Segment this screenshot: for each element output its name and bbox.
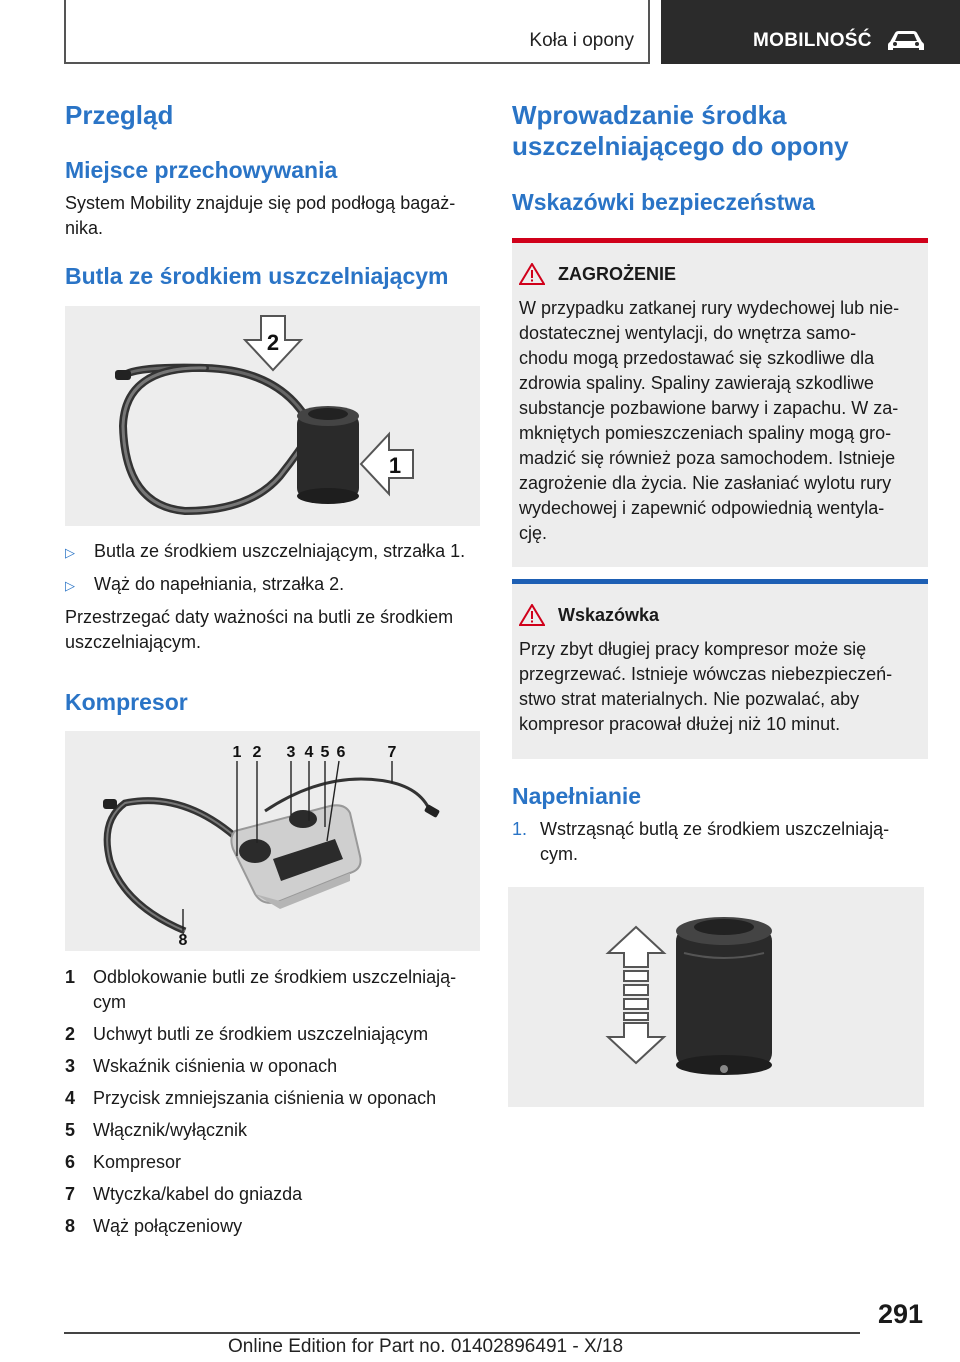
compressor-figure bbox=[65, 731, 480, 951]
storage-heading: Miejsce przechowywania bbox=[65, 157, 338, 183]
list-item: 7 Wtyczka/kabel do gniazda bbox=[65, 1184, 303, 1204]
bottle-figure bbox=[65, 306, 480, 526]
notice-box bbox=[512, 579, 928, 759]
fig-label: 2 bbox=[252, 744, 262, 761]
header-section-box bbox=[64, 0, 650, 64]
safety-heading: Wskazówki bezpieczeństwa bbox=[512, 189, 815, 215]
fig-label: 8 bbox=[178, 932, 188, 949]
fig-label: 1 bbox=[388, 453, 402, 478]
list-item: 5 Włącznik/wyłącznik bbox=[65, 1120, 248, 1140]
sealant-title: Wprowadzanie środka uszczelniającego do opony bbox=[512, 100, 849, 161]
warning-triangle-icon bbox=[519, 263, 545, 285]
storage-text: System Mobility znajduje się pod podłogą bagaż‐ nika. bbox=[65, 193, 456, 238]
notice-text: Przy zbyt długiej pracy kompresor może się przegrzewać. Istnieje wówczas niebezpieczeń‐ stwo strat materialnych. Nie pozwalać, aby kompresor pracował dłużej niż 10 minut. bbox=[519, 639, 893, 734]
list-item: 8 Wąż połączeniowy bbox=[65, 1216, 243, 1236]
bottle-note: Przestrzegać daty ważności na butli ze środkiem uszczelniającym. bbox=[65, 607, 454, 652]
list-item: 6 Kompresor bbox=[65, 1152, 182, 1172]
compressor-illustration bbox=[65, 731, 480, 951]
list-item: 4 Przycisk zmniejszania ciśnienia w oponach bbox=[65, 1088, 437, 1108]
danger-text: W przypadku zatkanej rury wydechowej lub nie‐ dostatecznej wentylacji, do wnętrza samo‐ chodu mogą przedostawać się szkodliwe dla zdrowia spaliny. Spaliny zawierają szkodliwe substancje pozbawione barwy i zapachu. W za‐ mkniętych pomieszczeniach spaliny mogą gro‐ madzić się również poza samochodem. Istnieje zagrożenie dla życia. Nie zasłaniać wylotu rury wydechowej i zapewnić odpowiednią wentyla‐ cję. bbox=[519, 298, 900, 543]
header-chapter-box bbox=[661, 0, 960, 64]
footer-edition: Online Edition for Part no. 01402896491 - X/18 bbox=[228, 1336, 624, 1357]
compressor-heading: Kompresor bbox=[65, 689, 188, 715]
fill-heading: Napełnianie bbox=[512, 783, 642, 809]
danger-box bbox=[512, 238, 928, 567]
shake-figure bbox=[508, 887, 924, 1107]
footer-divider bbox=[64, 1332, 860, 1334]
left-column bbox=[65, 100, 480, 1239]
list-item: ▷ Butla ze środkiem uszczelniającym, strzałka 1. bbox=[65, 539, 480, 565]
list-item: 1 Odblokowanie butli ze środkiem uszczelniają‐ cym bbox=[65, 967, 457, 1012]
fig-label: 4 bbox=[304, 744, 314, 761]
right-column bbox=[512, 100, 928, 1107]
list-item: ▷ Wąż do napełniania, strzałka 2. bbox=[65, 572, 480, 598]
overview-title: Przegląd bbox=[65, 100, 174, 130]
list-item: 2 Uchwyt butli ze środkiem uszczelniającym bbox=[65, 1024, 429, 1044]
fig-label: 2 bbox=[266, 330, 280, 355]
danger-title: ZAGROŻENIE bbox=[519, 263, 676, 285]
fig-label: 6 bbox=[336, 744, 346, 761]
chapter-title: MOBILNOŚĆ bbox=[753, 30, 872, 51]
fig-label: 5 bbox=[320, 744, 330, 761]
compressor-list bbox=[65, 965, 480, 1239]
fig-label: 3 bbox=[286, 744, 296, 761]
step-item: 1. Wstrząsnąć butlą ze środkiem uszczelniają‐ cym. bbox=[512, 819, 890, 864]
triangle-bullet-icon: ▷ bbox=[65, 545, 75, 560]
list-item: 3 Wskaźnik ciśnienia w oponach bbox=[65, 1056, 338, 1076]
warning-triangle-icon bbox=[519, 604, 545, 626]
car-icon bbox=[886, 28, 926, 54]
sealant-bottle-illustration bbox=[65, 306, 480, 526]
triangle-bullet-icon: ▷ bbox=[65, 578, 75, 593]
fig-label: 7 bbox=[387, 744, 397, 761]
page-number: 291 bbox=[878, 1299, 924, 1329]
fig-label: 1 bbox=[232, 744, 242, 761]
section-title: Koła i opony bbox=[529, 30, 634, 51]
notice-title: Wskazówka bbox=[519, 604, 659, 626]
bottle-list bbox=[65, 539, 480, 598]
bottle-heading: Butla ze środkiem uszczelniającym bbox=[65, 263, 449, 289]
shake-bottle-illustration bbox=[508, 887, 924, 1107]
